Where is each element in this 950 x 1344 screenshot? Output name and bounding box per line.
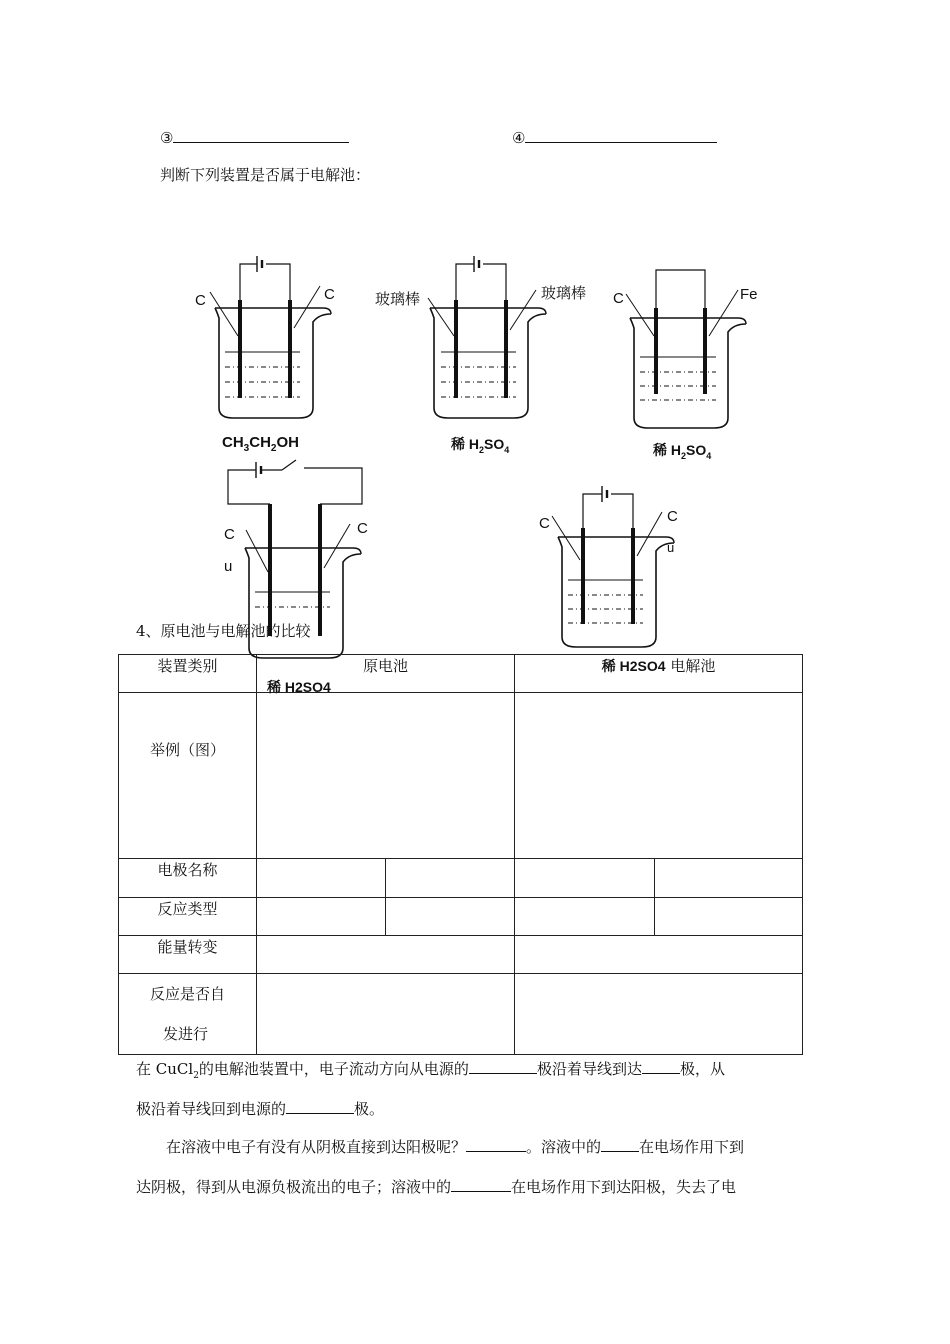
figure-1: [210, 256, 331, 418]
header-galvanic-label: 原电池: [363, 657, 409, 675]
electrolysis-figures: [0, 0, 950, 660]
example-electrolytic-cell[interactable]: [515, 693, 803, 859]
blank-source-pole[interactable]: [469, 1059, 537, 1074]
fig2-left-label: 玻璃棒: [375, 290, 421, 308]
blank-cation[interactable]: [601, 1137, 639, 1152]
row-example-label: 举例（图）: [119, 693, 257, 859]
figure-3: [626, 270, 746, 428]
spontaneous-electrolytic-cell[interactable]: [515, 974, 803, 1055]
row-spontaneous-label: [119, 974, 257, 1055]
fig2-solution: 稀 $H_2SO_4$: [451, 436, 510, 455]
row-spontaneous-label-line2: 发进行: [163, 1025, 209, 1043]
table-row-energy: [119, 936, 803, 974]
paragraph-line-1: 在 CuCl$_2$的电解池装置中，电子流动方向从电源的 极沿着导线到达 极，从: [136, 1060, 725, 1081]
fig4-right-label: C: [357, 520, 368, 537]
table-row-reaction: [119, 898, 803, 936]
row-spontaneous-label-line1: 反应是否自: [149, 985, 225, 1003]
reaction-cell[interactable]: [515, 898, 655, 936]
figure-2: [428, 256, 546, 418]
blank-electron-direct[interactable]: [466, 1137, 526, 1152]
fig4-left-label-u: u: [224, 558, 233, 575]
fig1-solution: $CH_3CH_2OH$: [222, 434, 299, 454]
energy-galvanic-cell[interactable]: [257, 936, 515, 974]
row-electrode-label: 电极名称: [119, 859, 257, 898]
electrode-cell[interactable]: [257, 859, 386, 898]
header-galvanic-cell: [257, 655, 515, 693]
header-electrolytic-label: 电解池: [670, 657, 716, 675]
fig4-left-label-c: C: [224, 526, 235, 543]
paragraph-line-2: 极沿着导线回到电源的 极。: [136, 1100, 385, 1118]
electrode-cell[interactable]: [386, 859, 515, 898]
spontaneous-galvanic-cell[interactable]: [257, 974, 515, 1055]
item-3-marker: ③: [160, 129, 174, 147]
row-reaction-label: 反应类型: [119, 898, 257, 936]
header-electrolytic-cell: [515, 655, 803, 693]
reaction-cell[interactable]: [257, 898, 386, 936]
fig5-right-label-c: C: [667, 508, 678, 525]
fig3-right-label: Fe: [740, 286, 758, 303]
header-type-cell: 装置类别: [119, 655, 257, 693]
figure-5: [552, 486, 674, 647]
galvanic-overlay-label: 稀 H2SO4: [267, 679, 331, 695]
example-galvanic-cell[interactable]: [257, 693, 515, 859]
energy-electrolytic-cell[interactable]: [515, 936, 803, 974]
paragraph-line-3: 在溶液中电子有没有从阴极直接到达阳极呢？ 。溶液中的 在电场作用下到: [166, 1138, 745, 1156]
row-energy-label: 能量转变: [119, 936, 257, 974]
comparison-table: [118, 654, 803, 1055]
fig1-right-label: C: [324, 286, 335, 303]
electrode-cell[interactable]: [655, 859, 803, 898]
section-4-title: 4、原电池与电解池的比较: [136, 622, 311, 640]
blank-return-pole[interactable]: [286, 1099, 354, 1114]
blank-arrive-pole[interactable]: [642, 1059, 680, 1074]
fig5-right-label-u: u: [667, 540, 675, 555]
table-header-row: [119, 655, 803, 693]
fig2-right-label: 玻璃棒: [541, 284, 587, 302]
table-row-example: [119, 693, 803, 859]
electrode-cell[interactable]: [515, 859, 655, 898]
fig5-left-label: C: [539, 515, 550, 532]
fig3-left-label: C: [613, 290, 624, 307]
fig1-left-label: C: [195, 292, 206, 309]
table-row-electrode: [119, 859, 803, 898]
fig3-solution: 稀 $H_2SO_4$: [653, 442, 712, 461]
reaction-cell[interactable]: [386, 898, 515, 936]
electrolytic-overlay-label: 稀 H2SO4: [601, 658, 666, 674]
table-row-spontaneous: [119, 974, 803, 1055]
instruction: 判断下列装置是否属于电解池：: [160, 166, 371, 184]
item-4-marker: ④: [512, 129, 526, 147]
reaction-cell[interactable]: [655, 898, 803, 936]
paragraph-line-4: 达阴极，得到从电源负极流出的电子；溶液中的 在电场作用下到达阳极，失去了电: [136, 1178, 737, 1196]
blank-anion[interactable]: [451, 1177, 511, 1192]
